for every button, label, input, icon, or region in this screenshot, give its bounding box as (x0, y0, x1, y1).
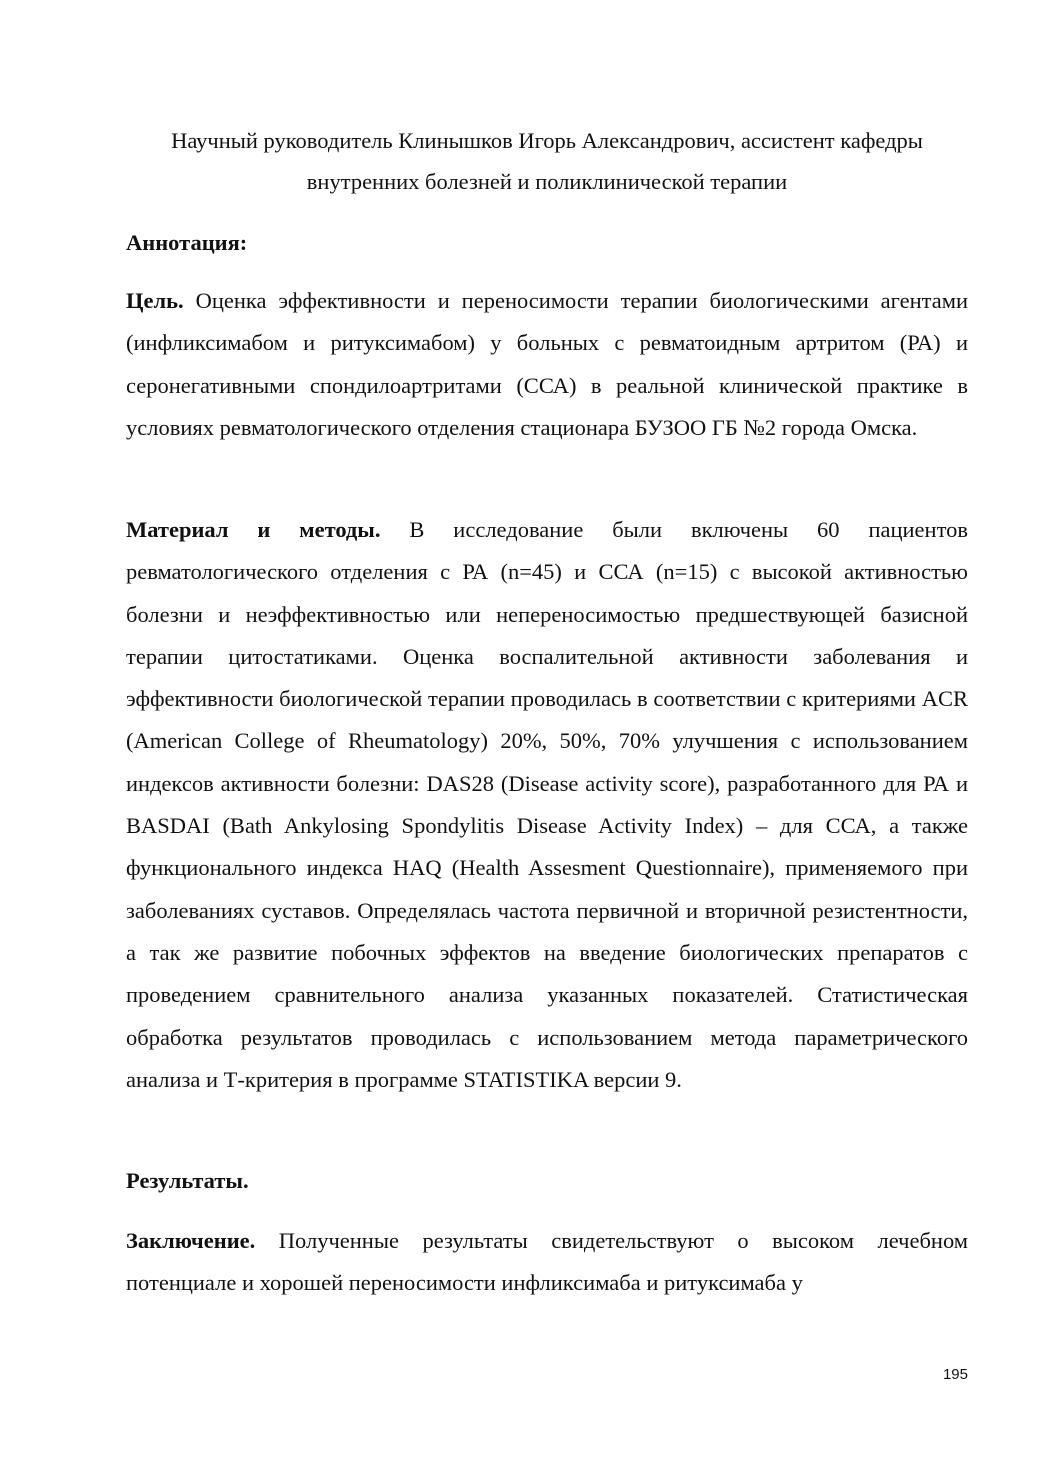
annotation-heading: Аннотация: (126, 230, 248, 255)
supervisor-line-1: Научный руководитель Клинышков Игорь Александрович, ассистент кафедры (171, 128, 923, 153)
conclusion-text: Полученные результаты свидетельствуют о высоком лечебном потенциале и хорошей переносимости инфликсимаба и ритуксимаба у (126, 1228, 969, 1296)
methods-label: Материал и методы. (126, 517, 381, 542)
methods-paragraph (126, 509, 968, 1101)
methods-text: В исследование были включены 60 пациентов ревматологического отделения с РА (n=45) и ССА (n=15) с высокой активностью болезни и неэффективностью или непереносимостью предшествующей базисной терапии цитостатиками. Оценка воспалительной активности заболевания и эффективности биологической терапии проводилась в соответствии с критериями ACR (American College of Rheumatology) 20%, 50%, 70% улучшения с использованием индексов активности болезни: DAS28 (Disease activity score), разработанного для РА и BASDAI (Bath Ankylosing Spondylitis Disease Activity Index) – для ССА, а также функционального индекса HAQ (Health Assesment Questionnaire), применяемого при заболеваниях суставов. Определялась частота первичной и вторичной резистентности, а так же развитие побочных эффектов на введение биологических препаратов с проведением сравнительного анализа указанных показателей. Статистическая обработка результатов проводилась с использованием метода параметрического анализа и Т-критерия в программе STATISTIKA версии 9. (126, 517, 968, 1092)
conclusion-label: Заключение. (126, 1228, 256, 1253)
page-number: 195 (942, 1366, 968, 1383)
supervisor-header (126, 120, 968, 202)
supervisor-line-2: внутренних болезней и поликлинической терапии (306, 169, 788, 194)
goal-label: Цель. (126, 288, 184, 313)
goal-text: Оценка эффективности и переносимости терапии биологическими агентами (инфликсимабом и ритуксимабом) у больных с ревматоидным артритом (РА) и серонегативными спондилоартритами (ССА) в реальной клинической практике в условиях ревматологического отделения стационара БУЗОО ГБ №2 города Омска. (126, 288, 968, 440)
conclusion-paragraph (126, 1220, 968, 1305)
goal-paragraph (126, 280, 968, 449)
results-heading: Результаты. (126, 1168, 249, 1193)
